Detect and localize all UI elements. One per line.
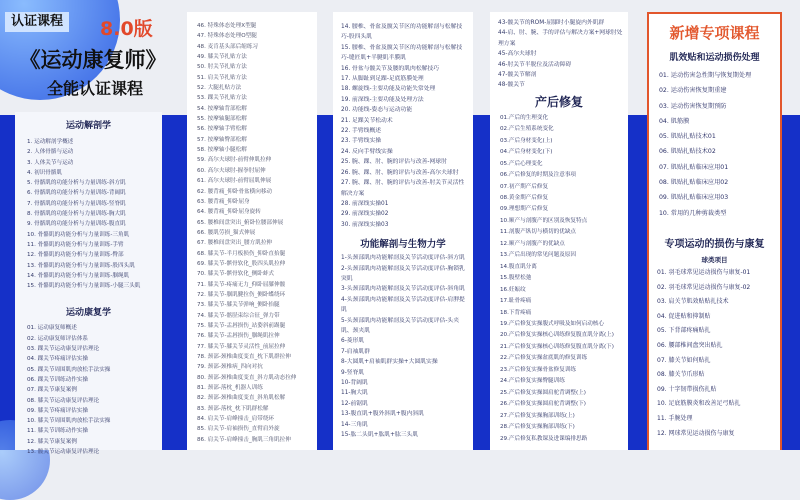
list-item: 10. 膝关节周围肌肉放松手法实操	[27, 418, 111, 425]
list-item: 02. 运动伤害恢复期重建	[659, 87, 727, 95]
list-item: 09. 肌贴扎贴临床应用03	[659, 194, 729, 202]
list-item: 19.产后修复实操腹式呼吸及如何启动核心	[500, 321, 604, 327]
list-item: 79. 颈部-颈椎病_四向对抗	[197, 364, 263, 371]
list-item: 48. 麦肯基头部后缩练习	[197, 43, 259, 50]
list-item: 20.产后修复实操核心训练修复腹直肌分离(上)	[500, 332, 614, 339]
list-item: 76. 膝关节-盂唇损伤_腘绳肌拉伸	[197, 333, 280, 340]
new-courses-title: 新增专项课程	[669, 24, 760, 42]
list-item: 17.耻骨疼痛	[500, 298, 532, 305]
list-item: 45-高尔夫球肘	[498, 51, 537, 58]
section-title: 产后修复	[534, 94, 583, 109]
list-item: 53. 踝关节扎贴方法	[197, 95, 247, 102]
list-item: 20. 功能线-姿态与运动功能	[341, 107, 413, 114]
list-item: 17. 从脚趾到足踝-足底筋膜处理	[341, 76, 424, 83]
section-title: 肌效贴和运动损伤处理	[669, 53, 760, 63]
list-item: 46-肘关节半脱位及活动障碍	[498, 61, 572, 68]
column-functional-anatomy	[333, 12, 473, 450]
list-item: 06. 肌贴扎贴技术02	[659, 148, 716, 156]
list-item: 21. 足踝关节松动术	[341, 117, 393, 124]
list-item: 01. 运动伤害急性期与恢复期处理	[659, 72, 752, 79]
list-item: 8. 骨骼肌的功能分析与力量训练-胸大肌	[27, 211, 126, 218]
list-item: 74. 膝关节-髂胫束综合征_弹力带	[197, 312, 280, 319]
list-item: 62. 腰背痛_仰卧骨盆横向移动	[197, 188, 273, 195]
list-item: 10. 足底筋膜炎和改善足弓贴扎	[657, 400, 741, 408]
list-item: 09.理想期产后修复	[500, 206, 549, 213]
list-item: 67. 腰椎间盘突出_腰方肌拉伸	[197, 240, 273, 247]
list-item: 03. 运动伤害恢复期预防	[659, 102, 727, 110]
list-item: 71. 膝关节-疼痛无力_仰卧屈膝伸髋	[197, 281, 286, 288]
list-item: 66. 腰肌劳损_猫式伸展	[197, 229, 256, 236]
tag-label: 认证课程	[5, 12, 69, 32]
list-item: 12. 网球常见运动损伤与康复	[657, 429, 735, 437]
course-list	[333, 22, 473, 230]
list-item: 4-头颈部肌肉功能解剖及关节活动度评估-肩胛提肌	[341, 296, 465, 314]
list-item: 86. 肩关节-肩峰撞击_胸肌三角肌拉伸	[197, 436, 291, 443]
list-item: 70. 膝关节-髌骨软化_侧卧蚌式	[197, 271, 275, 278]
list-item: 9-竖脊肌	[341, 369, 365, 376]
list-item: 15. 骨骼肌的功能分析与力量训练-小腿三头肌	[27, 283, 141, 290]
list-item: 09. 十字韧带损伤扎贴	[657, 385, 717, 393]
list-item: 06. 腰部椎间盘突出贴扎	[657, 341, 723, 349]
list-item: 51. 肩关节扎贴方法	[197, 74, 247, 81]
list-item: 12. 骨骼肌的功能分析与力量训练-臀部	[27, 252, 124, 259]
list-item: 2. 人体骨骼与运动	[27, 149, 74, 156]
list-item: 28.产后修复实操胸部训练(下)	[500, 424, 575, 431]
column-anatomy-rehab	[15, 112, 162, 456]
list-item: 02. 羽毛球常见运动损伤与康复-02	[657, 283, 751, 291]
list-item: 80. 颈部-颈椎曲度变直_斜方肌动态拉伸	[197, 374, 297, 381]
course-subtitle: 全能认证课程	[46, 79, 143, 98]
list-item: 83. 颈部-落枕_枕下肌群松解	[197, 405, 269, 412]
list-item: 15. 腰椎、骨盆及髋关节区的功能解剖与松解技巧-缝匠肌+半腱肌半膜肌	[341, 44, 463, 62]
list-item: 7-肩袖肌群	[341, 348, 370, 355]
list-item: 04. 踝关节疼痛评估实操	[27, 356, 89, 363]
list-item: 07.初产期产后修复	[500, 183, 549, 190]
list-item: 58. 按摩轴小腿松解	[197, 147, 247, 154]
list-item: 14. 腰椎、骨盆及髋关节区的功能解剖与松解技巧-股四头肌	[341, 24, 463, 41]
list-item: 09. 膝关节疼痛评估实操	[27, 407, 89, 414]
list-item: 18. 螺旋线-主要功能及功能失常处理	[341, 86, 436, 93]
list-item: 03. 踝关节运动康复评估理论	[27, 346, 100, 353]
list-item: 5-头颈部肌肉功能解剖及关节活动度评估-头夹肌、颈夹肌	[341, 317, 460, 334]
list-item: 14-三角肌	[341, 421, 368, 428]
list-item: 56. 按摩轴手臂松解	[197, 126, 247, 133]
list-item: 1. 运动解剖学概述	[27, 139, 74, 145]
list-item: 16.妊娠纹	[500, 286, 526, 293]
list-item: 30. 前深线实操03	[341, 221, 389, 228]
list-item: 44-肩、肘、腕、手的评估与解决方案+网球肘处理方案	[498, 30, 623, 47]
column-new-courses	[647, 12, 782, 450]
list-item: 13-腹直肌+腹外斜肌+腹内斜肌	[341, 411, 424, 418]
version-label: 8.0版	[100, 18, 153, 40]
list-item: 57. 按摩轴臀部松解	[197, 136, 247, 143]
list-item: 77. 膝关节-膝关节灵活性_前屈拉伸	[197, 343, 286, 350]
list-item: 21.产后修复实操核心训练修复腹直肌分离(下)	[500, 343, 614, 350]
list-item: 60. 高尔夫球肘-握拳肘屈伸	[197, 167, 266, 174]
list-item: 16. 骨盆与髋关节及腰的肌肉松解技巧	[341, 65, 440, 72]
list-item: 47. 特殊体态处理O型腿	[197, 33, 257, 40]
course-list	[649, 68, 780, 221]
list-item: 10. 骨骼肌的功能分析与力量训练-三角肌	[27, 231, 130, 238]
list-item: 07. 踝关节康复案例	[27, 387, 77, 394]
course-list	[490, 113, 628, 445]
list-item: 22.产后修复实操盆底肌的修复训练	[500, 355, 588, 362]
list-item: 08. 膝关节运动康复评估理论	[27, 397, 100, 404]
list-item: 23. 手臂线实操	[341, 138, 382, 145]
list-item: 9. 骨骼肌的功能分析与力量训练-腹直肌	[27, 221, 126, 228]
list-item: 08.黄金期产后修复	[500, 195, 549, 202]
list-item: 85. 肩关节-肩袖损伤_直臂肩外旋	[197, 426, 280, 433]
list-item: 78. 颈部-颈椎曲度变直_枕下肌群拉伸	[197, 354, 291, 360]
list-item: 05. 肌贴扎贴技术01	[659, 133, 716, 141]
list-item: 06. 踝关节训练动作实操	[27, 376, 89, 383]
list-item: 55. 按摩轴腿部松解	[197, 116, 247, 123]
section-title: 运动解剖学	[65, 121, 111, 131]
column-postpartum	[490, 12, 628, 450]
list-item: 47-髋关节解剖	[498, 72, 537, 79]
list-item: 25.产后修复实操圆肩驼背调整(上)	[500, 389, 586, 396]
list-item: 13. 髋关节运动康复评估理论	[27, 449, 100, 456]
list-item: 63. 腰背痛_仰卧屈身	[197, 198, 250, 205]
list-item: 28. 前深线实操01	[341, 200, 389, 207]
list-item: 22. 手臂线概述	[341, 128, 382, 135]
list-item: 8-大圆肌+肩袖肌群实操+大圆肌实操	[341, 359, 438, 366]
course-list	[490, 18, 628, 91]
list-item: 07. 肌贴扎贴临床应用01	[659, 163, 729, 171]
list-item: 01. 羽毛球常见运动损伤与康复-01	[657, 268, 751, 276]
list-item: 27. 腕、踝、肘、腕的评估与改善-肘关节灵活性解决方案	[341, 180, 465, 197]
list-item: 08. 膝关节爪形贴	[657, 371, 705, 379]
list-item: 6-菱形肌	[341, 338, 365, 345]
list-item: 59. 高尔夫球肘-前臂伸肌拉伸	[197, 157, 272, 164]
list-item: 3. 人体关节与运动	[27, 159, 74, 166]
list-item: 1-头颈部肌肉功能解剖及关节活动度评估-斜方肌	[341, 255, 465, 262]
column-exercises	[187, 12, 317, 450]
list-item: 25. 腕、踝、肘、腕的评估与改善-网球肘	[341, 159, 447, 166]
list-item: 84. 肩关节-肩峰撞击_肩带绕环	[197, 416, 275, 423]
list-item: 10.顺产与剖腹产的区别及恢复特点	[500, 217, 588, 224]
list-item: 29. 前深线实操02	[341, 211, 389, 218]
course-list	[187, 21, 317, 445]
list-item: 50. 肘关节扎贴方法	[197, 64, 247, 71]
list-item: 43-髋关节的ROM-屈膝时小腿旋内外肌群	[498, 20, 605, 26]
list-item: 26. 腕、踝、肘、腕的评估与改善-高尔夫球肘	[341, 169, 459, 176]
list-item: 64. 腰背痛_仰卧屈身旋转	[197, 209, 261, 216]
section-title: 运动康复学	[65, 308, 111, 319]
list-item: 12. 膝关节康复案例	[27, 438, 77, 445]
list-item: 12-前锯肌	[341, 400, 368, 407]
list-item: 11. 膝关节训练动作实操	[27, 428, 89, 435]
list-item: 08. 肌贴扎贴临床应用02	[659, 179, 729, 187]
list-item: 61. 高尔夫球肘-前臂屈肌伸展	[197, 178, 272, 185]
section-title: 功能解剖与生物力学	[360, 239, 446, 251]
list-item: 04.产后身材变化(下)	[500, 149, 553, 156]
list-item: 3-头颈部肌肉功能解剖及关节活动度评估-斜角肌	[341, 286, 465, 293]
course-list	[15, 323, 162, 457]
list-item: 06.产后修复的时期及注意事项	[500, 172, 577, 179]
list-item: 75. 膝关节-盂唇损伤_站姿斜前踢腿	[197, 322, 286, 329]
list-item: 15-肱二头肌+肱肌+肱三头肌	[341, 432, 419, 439]
list-item: 03. 肩关节肌效贴贴扎技术	[657, 298, 729, 306]
list-item: 11.剖腹产纵切与横切的优缺点	[500, 229, 577, 236]
list-item: 01.产后的生理变化	[500, 114, 549, 121]
list-item: 26.产后修复实操圆肩驼背调整(下)	[500, 401, 586, 408]
list-item: 18.下背疼痛	[500, 309, 532, 316]
list-item: 4. 初识骨骼肌	[27, 169, 63, 176]
list-item: 02.产后生殖系统变化	[500, 126, 554, 133]
list-item: 11-胸大肌	[341, 390, 368, 397]
list-item: 10. 常用的几种剪裁类型	[659, 209, 727, 217]
list-item: 04. 肌筋膜	[659, 117, 690, 125]
list-item: 52. 大腿扎贴方法	[197, 85, 242, 92]
list-item: 23.产后修复实操骨盆修复训练	[500, 366, 577, 373]
list-item: 03.产后身材变化(上)	[500, 137, 553, 144]
list-item: 48-髋关节	[498, 82, 525, 89]
list-item: 02. 运动康复师评估体系	[27, 335, 89, 342]
course-list	[15, 137, 162, 291]
list-item: 68. 膝关节-半月板损伤_仰卧直抬腿	[197, 250, 286, 257]
list-item: 12.顺产与剖腹产的优缺点	[500, 240, 565, 247]
list-item: 05.产后心理变化	[500, 160, 543, 167]
list-item: 24.产后修复实操臀腿训练	[500, 378, 565, 385]
list-item: 14. 骨骼肌的功能分析与力量训练-腘绳肌	[27, 272, 130, 279]
list-item: 13. 骨骼肌的功能分析与力量训练-股四头肌	[27, 262, 135, 269]
list-item: 49. 膝关节扎贴方法	[197, 54, 247, 61]
section-subtitle: 球类项目	[701, 255, 728, 264]
list-item: 05. 下背部疼痛贴扎	[657, 327, 711, 335]
list-item: 7. 骨骼肌的功能分析与力量训练-竖脊肌	[27, 200, 126, 207]
list-item: 14.腹直肌分离	[500, 263, 537, 270]
list-item: 72. 膝关节-腘肌腱拉伤_侧卧蝶绕环	[197, 291, 286, 298]
course-title: 《运动康复师》	[19, 48, 167, 72]
list-item: 29.产后修复私教课及进课编排思路	[500, 435, 588, 442]
list-item: 15.腹壁松弛	[500, 275, 532, 282]
list-item: 69. 膝关节-髌骨软化_股四头肌拉伸	[197, 260, 286, 267]
course-list	[333, 253, 473, 440]
list-item: 81. 颈部-落枕_机器人训练	[197, 385, 263, 392]
list-item: 07. 膝关节如何贴扎	[657, 356, 711, 364]
list-item: 46. 特殊体态处理X型腿	[197, 23, 257, 29]
list-item: 6. 骨骼肌的功能分析与力量训练-背阔肌	[27, 190, 126, 197]
list-item: 11. 骨骼肌的功能分析与力量训练-手臂	[27, 241, 124, 248]
list-item: 82. 颈部-颈椎曲度变直_斜角肌松解	[197, 395, 286, 402]
list-item: 5. 骨骼肌的功能分析与力量训练-斜方肌	[27, 180, 126, 187]
list-item: 04. 促进贴和抑制贴	[657, 312, 711, 320]
list-item: 01. 运动康复师概述	[27, 325, 77, 332]
list-item: 27.产后修复实操胸部训练(上)	[500, 412, 575, 419]
list-item: 05. 踝关节周围肌肉放松手法实操	[27, 366, 111, 373]
list-item: 19. 前深线-主要功能及处理方法	[341, 96, 424, 103]
section-title: 专项运动的损伤与康复	[664, 238, 765, 250]
list-item: 65. 腰椎间盘突出_俯卧位腰部伸展	[197, 219, 284, 226]
list-item: 73. 膝关节-膝关节弹响_侧卧抬腿	[197, 302, 280, 309]
list-item: 24. 反向手臂线实操	[341, 148, 393, 155]
list-item: 11. 手腕处理	[657, 414, 693, 422]
list-item: 2-头颈部肌肉功能解剖及关节活动度评估-胸锁乳突肌	[341, 265, 465, 282]
list-item: 54. 按摩轴背部松解	[197, 105, 247, 112]
course-list	[649, 266, 780, 441]
list-item: 10-背阔肌	[341, 380, 368, 386]
list-item: 13.产后出现的常见问题及原因	[500, 252, 577, 259]
